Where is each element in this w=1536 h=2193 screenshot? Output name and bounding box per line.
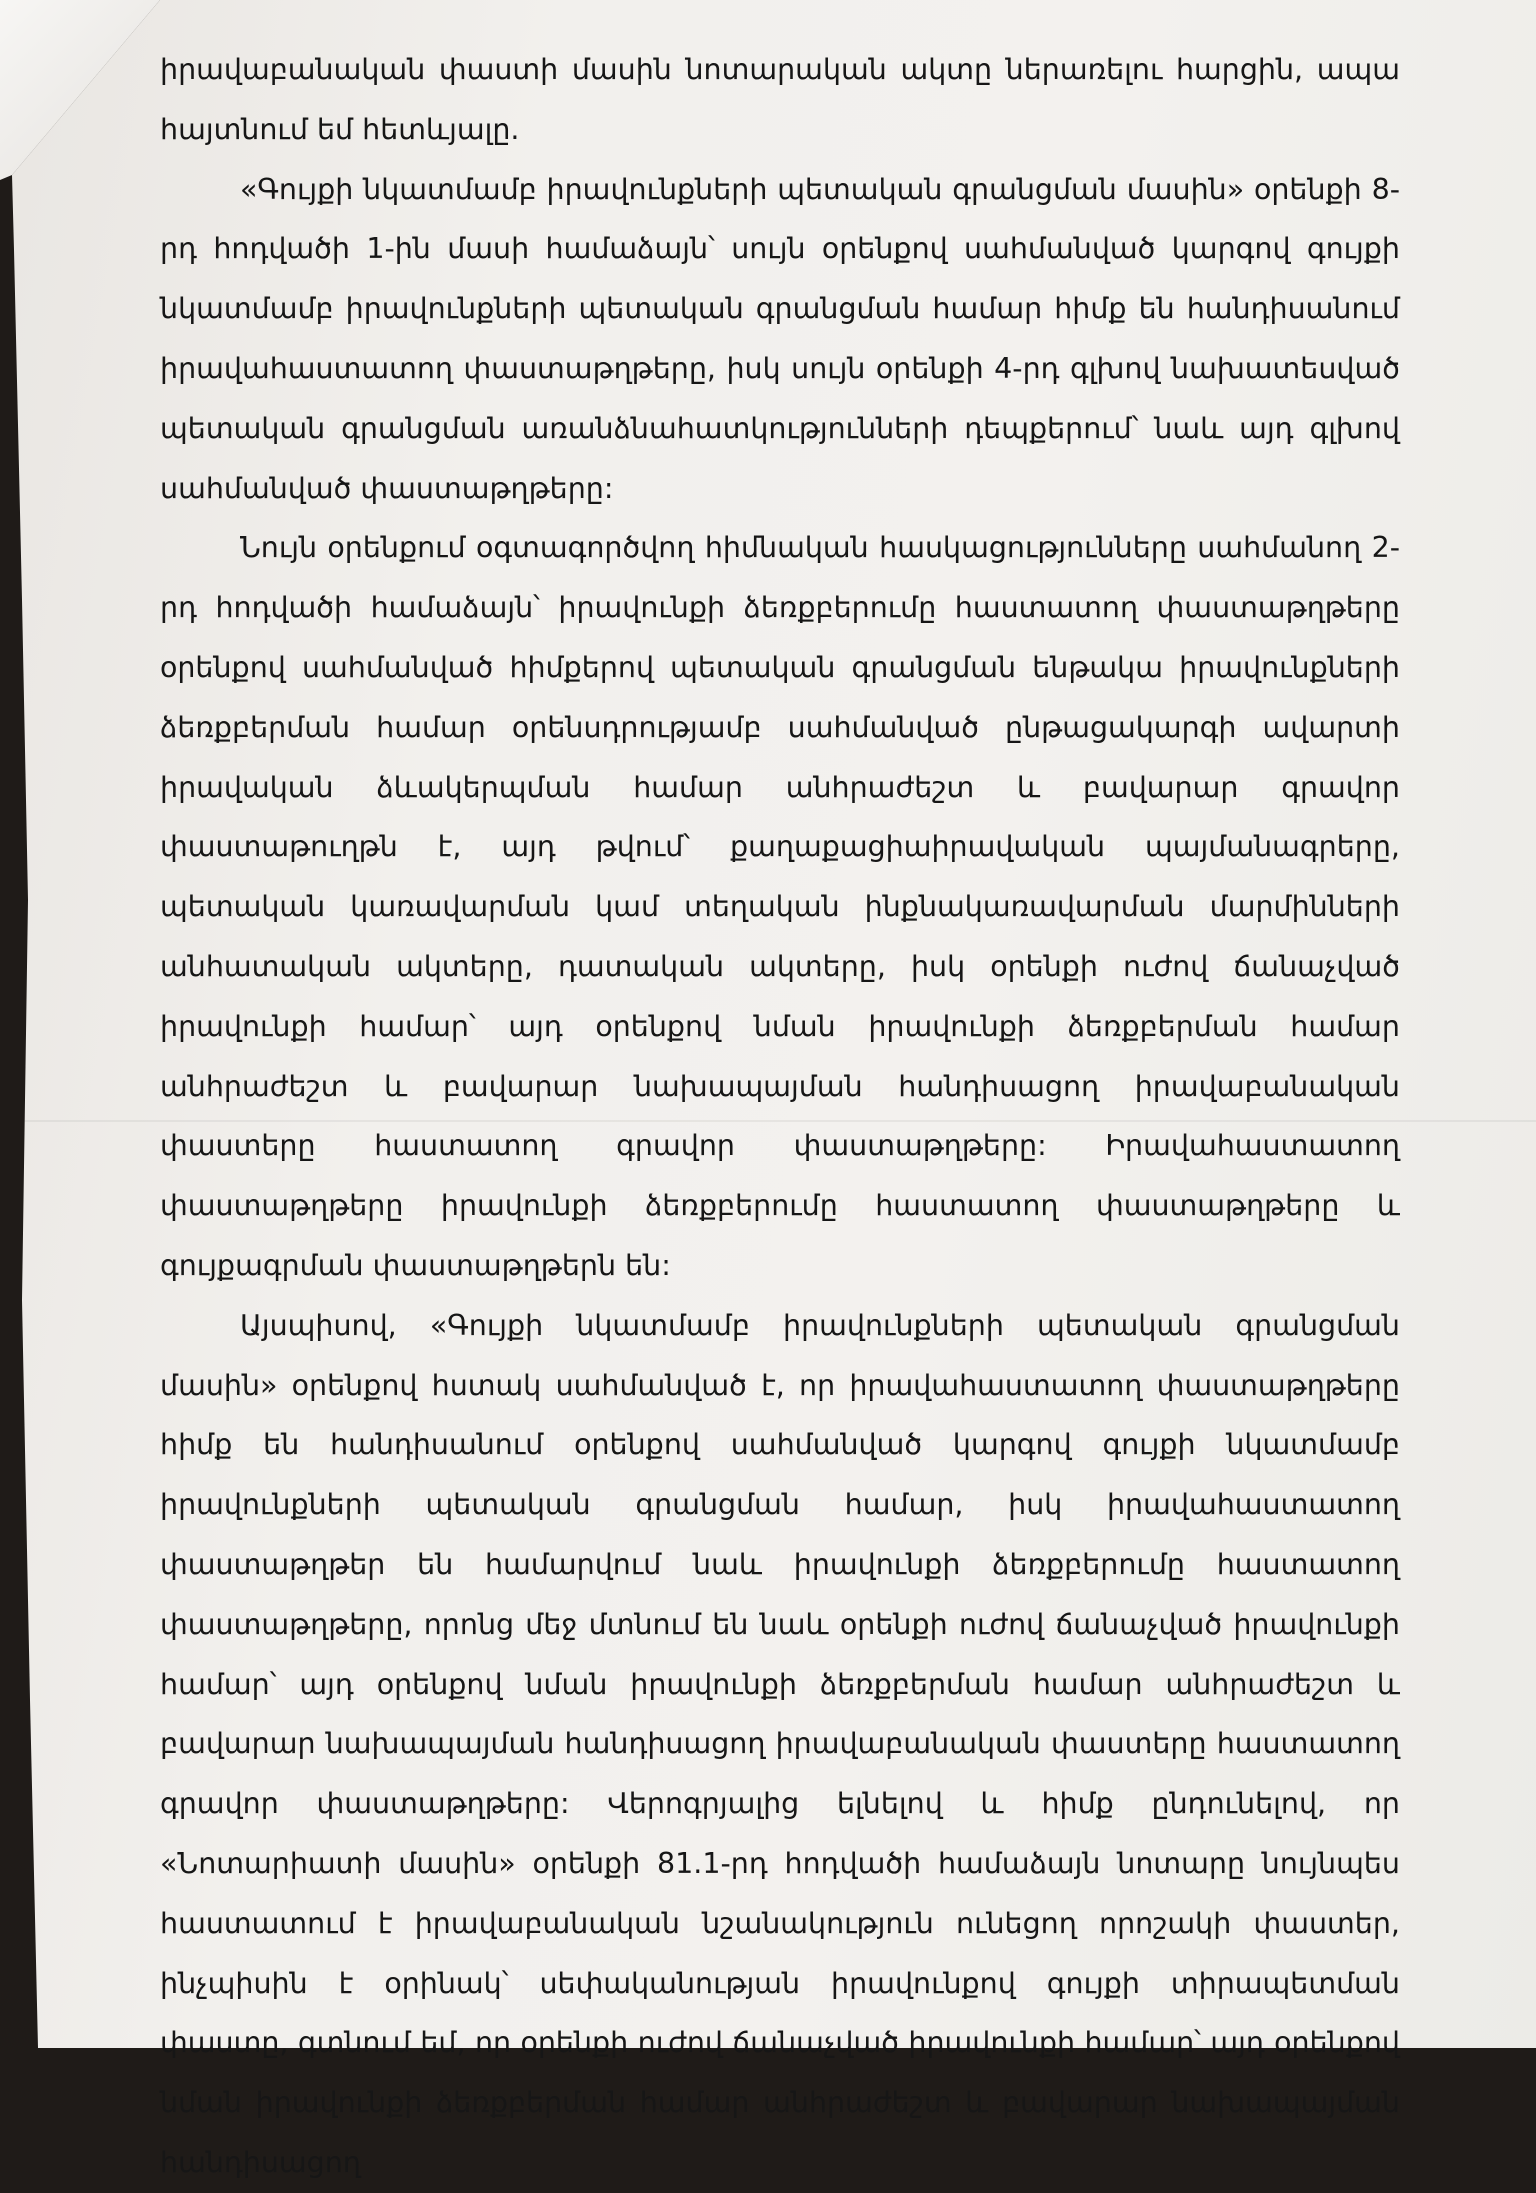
paragraph-3: Նույն օրենքում օգտագործվող հիմնական հասկացությունները սահմանող 2-րդ հոդվածի համաձայն՝ իրավունքի ձեռքբերումը հաստատող փաստաթղթերը օրենքով սահմանված հիմքերով պետական գրանցման ենթակա իրավունքների ձեռքբերման համար օրենսդրությամբ սահմանված ընթացակարգի ավարտի իրավական ձևակերպման համար անհրաժեշտ և բավարար գրավոր փաստաթուղթն է, այդ թվում՝ քաղաքացիաիրավական պայմանագրերը, պետական կառավարման կամ տեղական ինքնակառավարման մարմինների անհատական ակտերը, դատական ակտերը, իսկ օրենքի ուժով ճանաչված իրավունքի համար՝ այդ օրենքով նման իրավունքի ձեռքբերման համար անհրաժեշտ և բավարար նախապայման հանդիսացող իրավաբանական փաստերը հաստատող գրավոր փաստաթղթերը: Իրավահաստատող փաստաթղթերը իրավունքի ձեռքբերումը հաստատող փաստաթղթերը և գույքագրման փաստաթղթերն են: [160,531,1400,1282]
paragraph-4: Այսպիսով, «Գույքի նկատմամբ իրավունքների պետական գրանցման մասին» օրենքով հստակ սահմանված է, որ իրավահաստատող փաստաթղթերը հիմք են հանդիսանում օրենքով սահմանված կարգով գույքի նկատմամբ իրավունքների պետական գրանցման համար, իսկ իրավահաստատող փաստաթղթեր են համարվում նաև իրավունքի ձեռքբերումը հաստատող փաստաթղթերը, որոնց մեջ մտնում են նաև օրենքի ուժով ճանաչված իրավունքի համար՝ այդ օրենքով նման իրավունքի ձեռքբերման համար անհրաժեշտ և բավարար նախապայման հանդիսացող իրավաբանական փաստերը հաստատող գրավոր փաստաթղթերը: Վերոգրյալից ելնելով և հիմք ընդունելով, որ «Նոտարիատի մասին» օրենքի 81.1-րդ հոդվածի համաձայն նոտարը նույնպես հաստատում է իրավաբանական նշանակություն ունեցող որոշակի փաստեր, ինչպիսին է օրինակ՝ սեփականության իրավունքով գույքի տիրապետման փաստը, գտնում եմ, որ օրենքի ուժով ճանաչված իրավունքի համար՝ այդ օրենքով նման իրավունքի ձեռքբերման համար անհրաժեշտ և բավարար նախապայման հանդիսացող [160,1308,1400,2179]
document-body [160,40,1400,2193]
paragraph-2: «Գույքի նկատմամբ իրավունքների պետական գրանցման մասին» օրենքի 8-րդ հոդվածի 1-ին մասի համաձայն՝ սույն օրենքով սահմանված կարգով գույքի նկատմամբ իրավունքների պետական գրանցման համար հիմք են հանդիսանում իրավահաստատող փաստաթղթերը, իսկ սույն օրենքի 4-րդ գլխով նախատեսված պետական գրանցման առանձնահատկությունների դեպքերում՝ նաև այդ գլխով սահմանված փաստաթղթերը: [160,172,1400,505]
paragraph-1: իրավաբանական փաստի մասին նոտարական ակտը ներառելու հարցին, ապա հայտնում եմ հետևյալը. [160,53,1400,146]
